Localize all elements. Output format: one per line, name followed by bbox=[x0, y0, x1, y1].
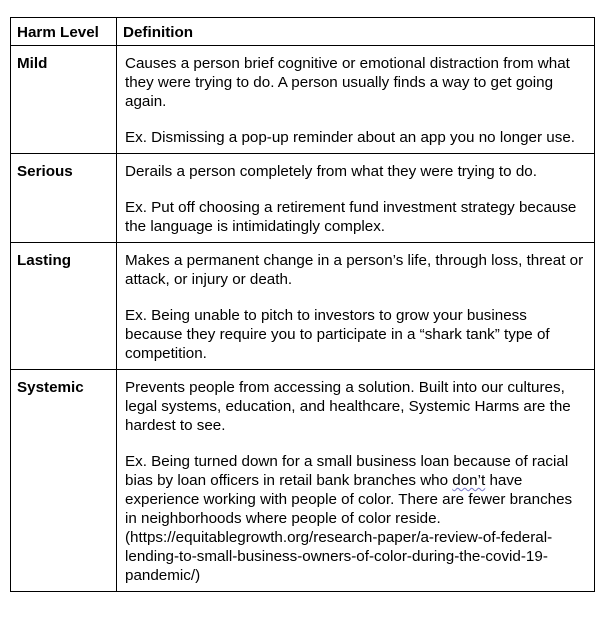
harm-level-systemic: Systemic bbox=[11, 370, 117, 592]
header-harm-level: Harm Level bbox=[11, 18, 117, 46]
table-row-lasting bbox=[11, 243, 595, 370]
definition-text: Causes a person brief cognitive or emotional distraction from what they were trying to do. A person usually finds a way to get going again. bbox=[125, 55, 570, 110]
example-text: Ex. Dismissing a pop-up reminder about an app you no longer use. bbox=[125, 129, 575, 146]
table-row-systemic bbox=[11, 370, 595, 592]
example-text-start: Ex. Being turned down for a small business loan because of racial bias by loan officers in retail bank branches who bbox=[125, 453, 569, 489]
definition-text: Prevents people from accessing a solution. Built into our cultures, legal systems, education, and healthcare, Systemic Harms are the hardest to see. bbox=[125, 379, 571, 434]
harm-levels-table bbox=[10, 17, 595, 592]
example-text: Ex. Put off choosing a retirement fund investment strategy because the language is intimidatingly complex. bbox=[125, 199, 577, 235]
spellcheck-flagged-word: don’t bbox=[452, 472, 486, 489]
definition-cell-lasting bbox=[117, 243, 595, 370]
definition-cell-mild bbox=[117, 46, 595, 154]
example-text: Ex. Being unable to pitch to investors to grow your business because they require you to participate in a “shark tank” type of competition. bbox=[125, 307, 550, 362]
harm-level-mild: Mild bbox=[11, 46, 117, 154]
table-row-serious bbox=[11, 154, 595, 243]
harm-level-serious: Serious bbox=[11, 154, 117, 243]
definition-cell-systemic bbox=[117, 370, 595, 592]
example-text bbox=[125, 452, 586, 585]
header-definition: Definition bbox=[117, 18, 595, 46]
definition-text: Makes a permanent change in a person’s life, through loss, threat or attack, or injury or death. bbox=[125, 252, 584, 288]
header-row bbox=[11, 18, 595, 46]
harm-level-lasting: Lasting bbox=[11, 243, 117, 370]
definition-cell-serious bbox=[117, 154, 595, 243]
example-text-end: have experience working with people of color. There are fewer branches in neighborhoods where people of color reside. (https://equitablegrowth.org/research-paper/a-review-of-federal-lending-to-small-business-owners-of-color-during-the-covid-19-pandemic/) bbox=[125, 472, 573, 584]
definition-text: Derails a person completely from what they were trying to do. bbox=[125, 163, 537, 180]
table-row-mild bbox=[11, 46, 595, 154]
